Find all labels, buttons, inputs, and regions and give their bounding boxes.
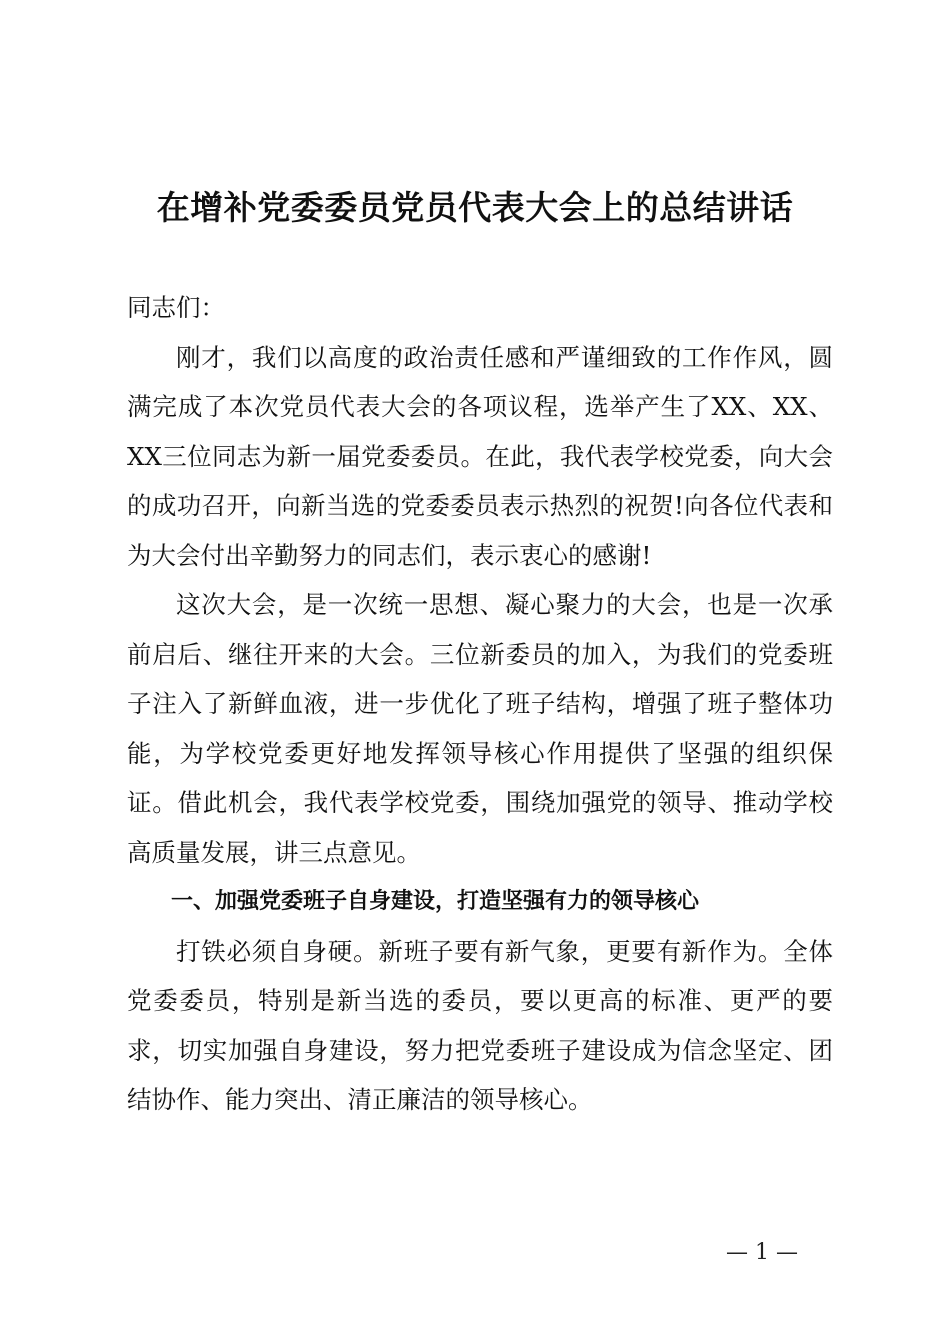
paragraph-1: 刚才，我们以高度的政治责任感和严谨细致的工作作风，圆满完成了本次党员代表大会的各项议程，选举产生了XX、XX、XX三位同志为新一届党委委员。在此，我代表学校党委，向大会的成功召开，向新当选的党委委员表示热烈的祝贺!向各位代表和为大会付出辛勤努力的同志们，表示衷心的感谢! xyxy=(127,342,833,570)
paragraph-2: 这次大会，是一次统一思想、凝心聚力的大会，也是一次承前启后、继往开来的大会。三位新委员的加入，为我们的党委班子注入了新鲜血液，进一步优化了班子结构，增强了班子整体功能，为学校党委更好地发挥领导核心作用提供了坚强的组织保证。借此机会，我代表学校党委，围绕加强党的领导、推动学校高质量发展，讲三点意见。 xyxy=(127,590,833,867)
section-heading: 一、加强党委班子自身建设，打造坚强有力的领导核心 xyxy=(171,889,700,914)
paragraph-3: 打铁必须自身硬。新班子要有新气象，更要有新作为。全体党委委员，特别是新当选的委员，要以更高的标准、更严的要求，切实加强自身建设，努力把党委班子建设成为信念坚定、团结协作、能力突出、清正廉洁的领导核心。 xyxy=(127,936,833,1114)
page-number: — 1 — xyxy=(726,1240,798,1265)
salutation: 同志们： xyxy=(127,293,225,322)
document-title: 在增补党委委员党员代表大会上的总结讲话 xyxy=(156,188,794,227)
document-body xyxy=(127,283,833,1125)
